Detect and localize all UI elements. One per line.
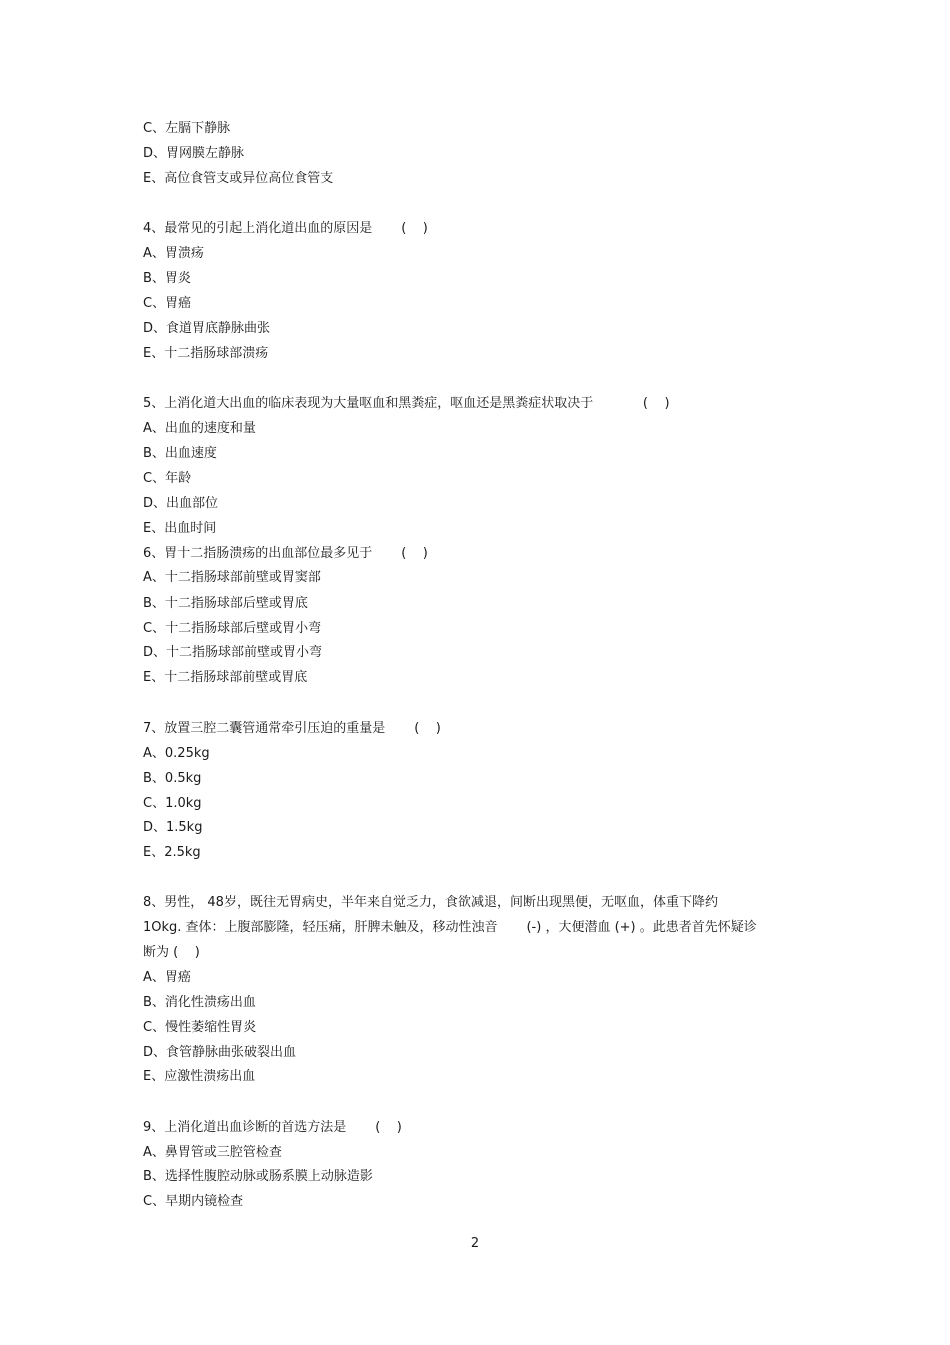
option-line: D、胃网膜左静脉 — [143, 146, 245, 161]
option-line: D、十二指肠球部前壁或胃小弯 — [143, 645, 323, 660]
option-line: E、应激性溃疡出血 — [143, 1069, 256, 1084]
option-line: D、食管静脉曲张破裂出血 — [143, 1045, 297, 1060]
question-line: 7、放置三腔二囊管通常牵引压迫的重量是 ( ) — [143, 721, 441, 736]
question-line: 4、最常见的引起上消化道出血的原因是 ( ) — [143, 221, 428, 236]
option-line: A、十二指肠球部前壁或胃窦部 — [143, 570, 321, 585]
option-line: B、消化性溃疡出血 — [143, 995, 256, 1010]
option-line: C、胃癌 — [143, 296, 192, 311]
question-line: 断为 ( ) — [143, 945, 200, 960]
option-line: E、2.5kg — [143, 845, 201, 860]
option-line: A、胃癌 — [143, 970, 191, 985]
option-line: D、食道胃底静脉曲张 — [143, 321, 271, 336]
question-line: 6、胃十二指肠溃疡的出血部位最多见于 ( ) — [143, 546, 428, 561]
option-line: E、十二指肠球部溃疡 — [143, 346, 269, 361]
question-line: 9、上消化道出血诊断的首选方法是 ( ) — [143, 1120, 402, 1135]
option-line: C、慢性萎缩性胃炎 — [143, 1020, 257, 1035]
option-line: B、胃炎 — [143, 271, 191, 286]
option-line: D、出血部位 — [143, 496, 219, 511]
option-line: C、十二指肠球部后壁或胃小弯 — [143, 621, 322, 636]
option-line: A、出血的速度和量 — [143, 421, 256, 436]
option-line: D、1.5kg — [143, 820, 203, 835]
option-line: B、出血速度 — [143, 446, 217, 461]
option-line: E、出血时间 — [143, 521, 217, 536]
option-line: B、十二指肠球部后壁或胃底 — [143, 596, 308, 611]
question-line: 1Okg. 查体：上腹部膨隆，轻压痛，肝脾未触及，移动性浊音 (-) ，大便潜血 (+) 。此患者首先怀疑诊 — [143, 920, 757, 935]
option-line: A、0.25kg — [143, 746, 210, 761]
option-line: E、十二指肠球部前壁或胃底 — [143, 670, 308, 685]
option-line: C、1.0kg — [143, 796, 202, 811]
question-line: 8、男性， 48岁，既往无胃病史，半年来自觉乏力，食欲减退，间断出现黑便，无呕血，体重下降约 — [143, 895, 718, 910]
question-line: 5、上消化道大出血的临床表现为大量呕血和黑粪症，呕血还是黑粪症状取决于 ( ) — [143, 396, 670, 411]
option-line: C、年龄 — [143, 471, 192, 486]
option-line: A、胃溃疡 — [143, 246, 204, 261]
page-number: 2 — [470, 1236, 480, 1251]
option-line: A、鼻胃管或三腔管检查 — [143, 1145, 282, 1160]
option-line: B、选择性腹腔动脉或肠系膜上动脉造影 — [143, 1169, 373, 1184]
option-line: E、高位食管支或异位高位食管支 — [143, 171, 334, 186]
option-line: C、早期内镜检查 — [143, 1194, 244, 1209]
option-line: C、左膈下静脉 — [143, 121, 231, 136]
option-line: B、0.5kg — [143, 771, 202, 786]
